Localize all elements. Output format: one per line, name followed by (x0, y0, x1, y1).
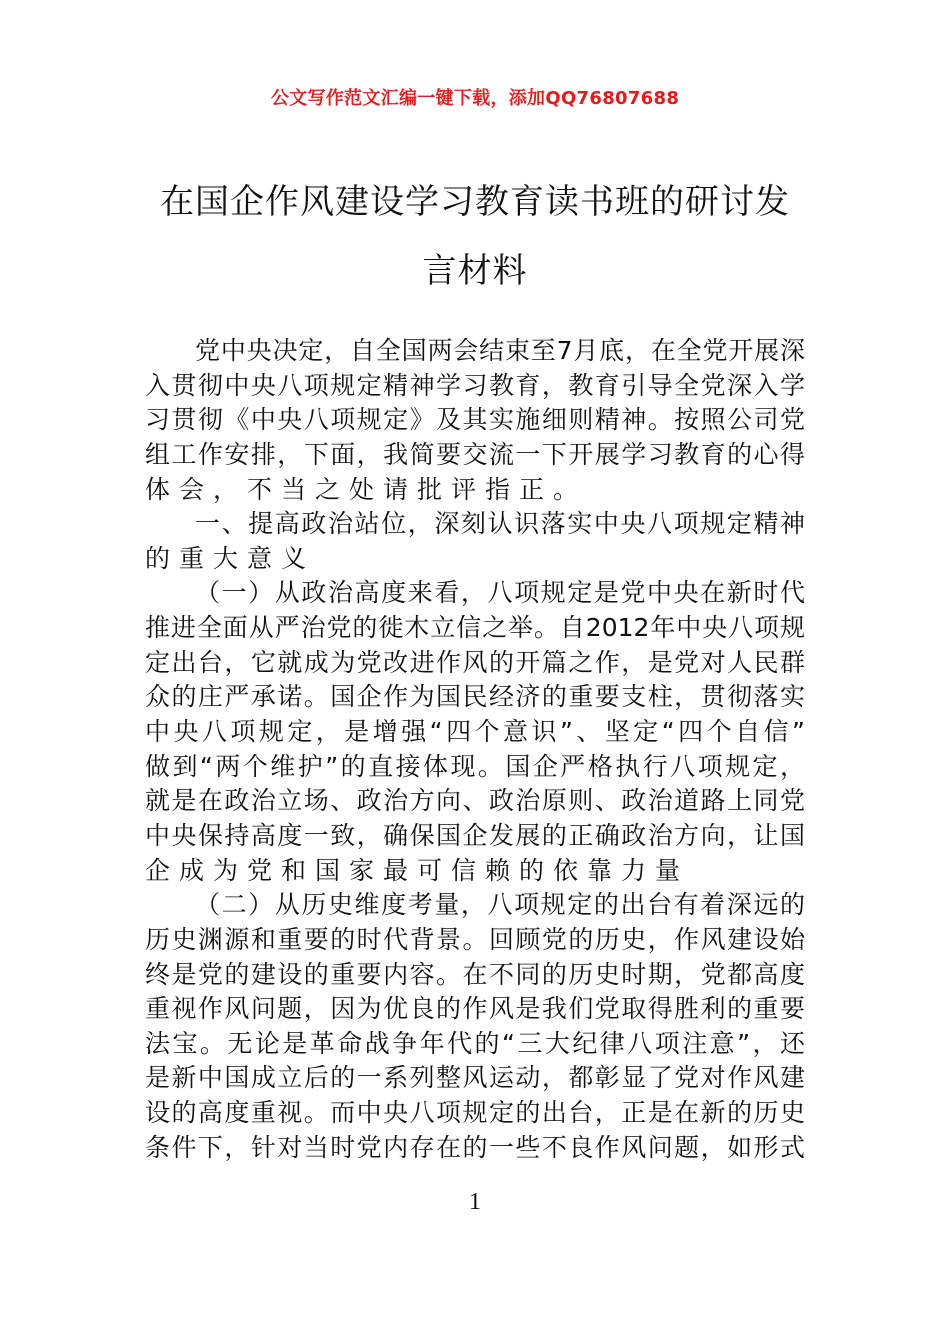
body-line: 入贯彻中央八项规定精神学习教育，教育引导全党深入学 (145, 370, 805, 400)
section-heading: 一、提高政治站位，深刻认识落实中央八项规定精神 (195, 509, 805, 539)
body-line: 推进全面从严治党的徙木立信之举。自2012年中央八项规 (145, 613, 805, 643)
body-line: 企成为党和国家最可信赖的依靠力量 (145, 855, 690, 885)
body-line: 重视作风问题，因为优良的作风是我们党取得胜利的重要 (145, 994, 805, 1024)
body-line: 就是在政治立场、政治方向、政治原则、政治道路上同党 (145, 786, 805, 816)
document-body (145, 334, 805, 1165)
body-line: 中央八项规定，是增强“四个意识”、坚定“四个自信” (145, 717, 805, 747)
page-number: 1 (469, 1189, 481, 1215)
section-heading: 的重大意义 (145, 543, 316, 573)
body-line: 法宝。无论是革命战争年代的“三大纪律八项注意”，还 (145, 1028, 805, 1058)
body-line: 设的高度重视。而中央八项规定的出台，正是在新的历史 (145, 1098, 805, 1128)
body-line: 体会，不当之处请批评指正。 (145, 474, 588, 504)
body-line: 做到“两个维护”的直接体现。国企严格执行八项规定， (145, 751, 805, 781)
body-line: 组工作安排，下面，我简要交流一下开展学习教育的心得 (145, 439, 805, 469)
body-line: 党中央决定，自全国两会结束至7月底，在全党开展深 (195, 336, 805, 365)
document-title-line-2: 言材料 (422, 251, 528, 291)
body-line: 定出台，它就成为党改进作风的开篇之作，是党对人民群 (145, 647, 805, 677)
body-line: 习贯彻《中央八项规定》及其实施细则精神。按照公司党 (145, 405, 805, 435)
body-line: （二）从历史维度考量，八项规定的出台有着深远的 (195, 890, 805, 920)
body-line: 是新中国成立后的一系列整风运动，都彰显了党对作风建 (145, 1063, 805, 1093)
body-line: 众的庄严承诺。国企作为国民经济的重要支柱，贯彻落实 (145, 682, 805, 712)
body-line: （一）从政治高度来看，八项规定是党中央在新时代 (195, 578, 805, 608)
document-title-line-1: 在国企作风建设学习教育读书班的研讨发 (160, 182, 790, 222)
body-line: 中央保持高度一致，确保国企发展的正确政治方向，让国 (145, 820, 805, 850)
header-watermark: 公文写作范文汇编一键下载，添加QQ76807688 (270, 88, 680, 109)
body-line: 历史渊源和重要的时代背景。回顾党的历史，作风建设始 (145, 924, 805, 954)
body-line: 条件下，针对当时党内存在的一些不良作风问题，如形式 (145, 1132, 805, 1162)
body-line: 终是党的建设的重要内容。在不同的历史时期，党都高度 (145, 959, 805, 989)
